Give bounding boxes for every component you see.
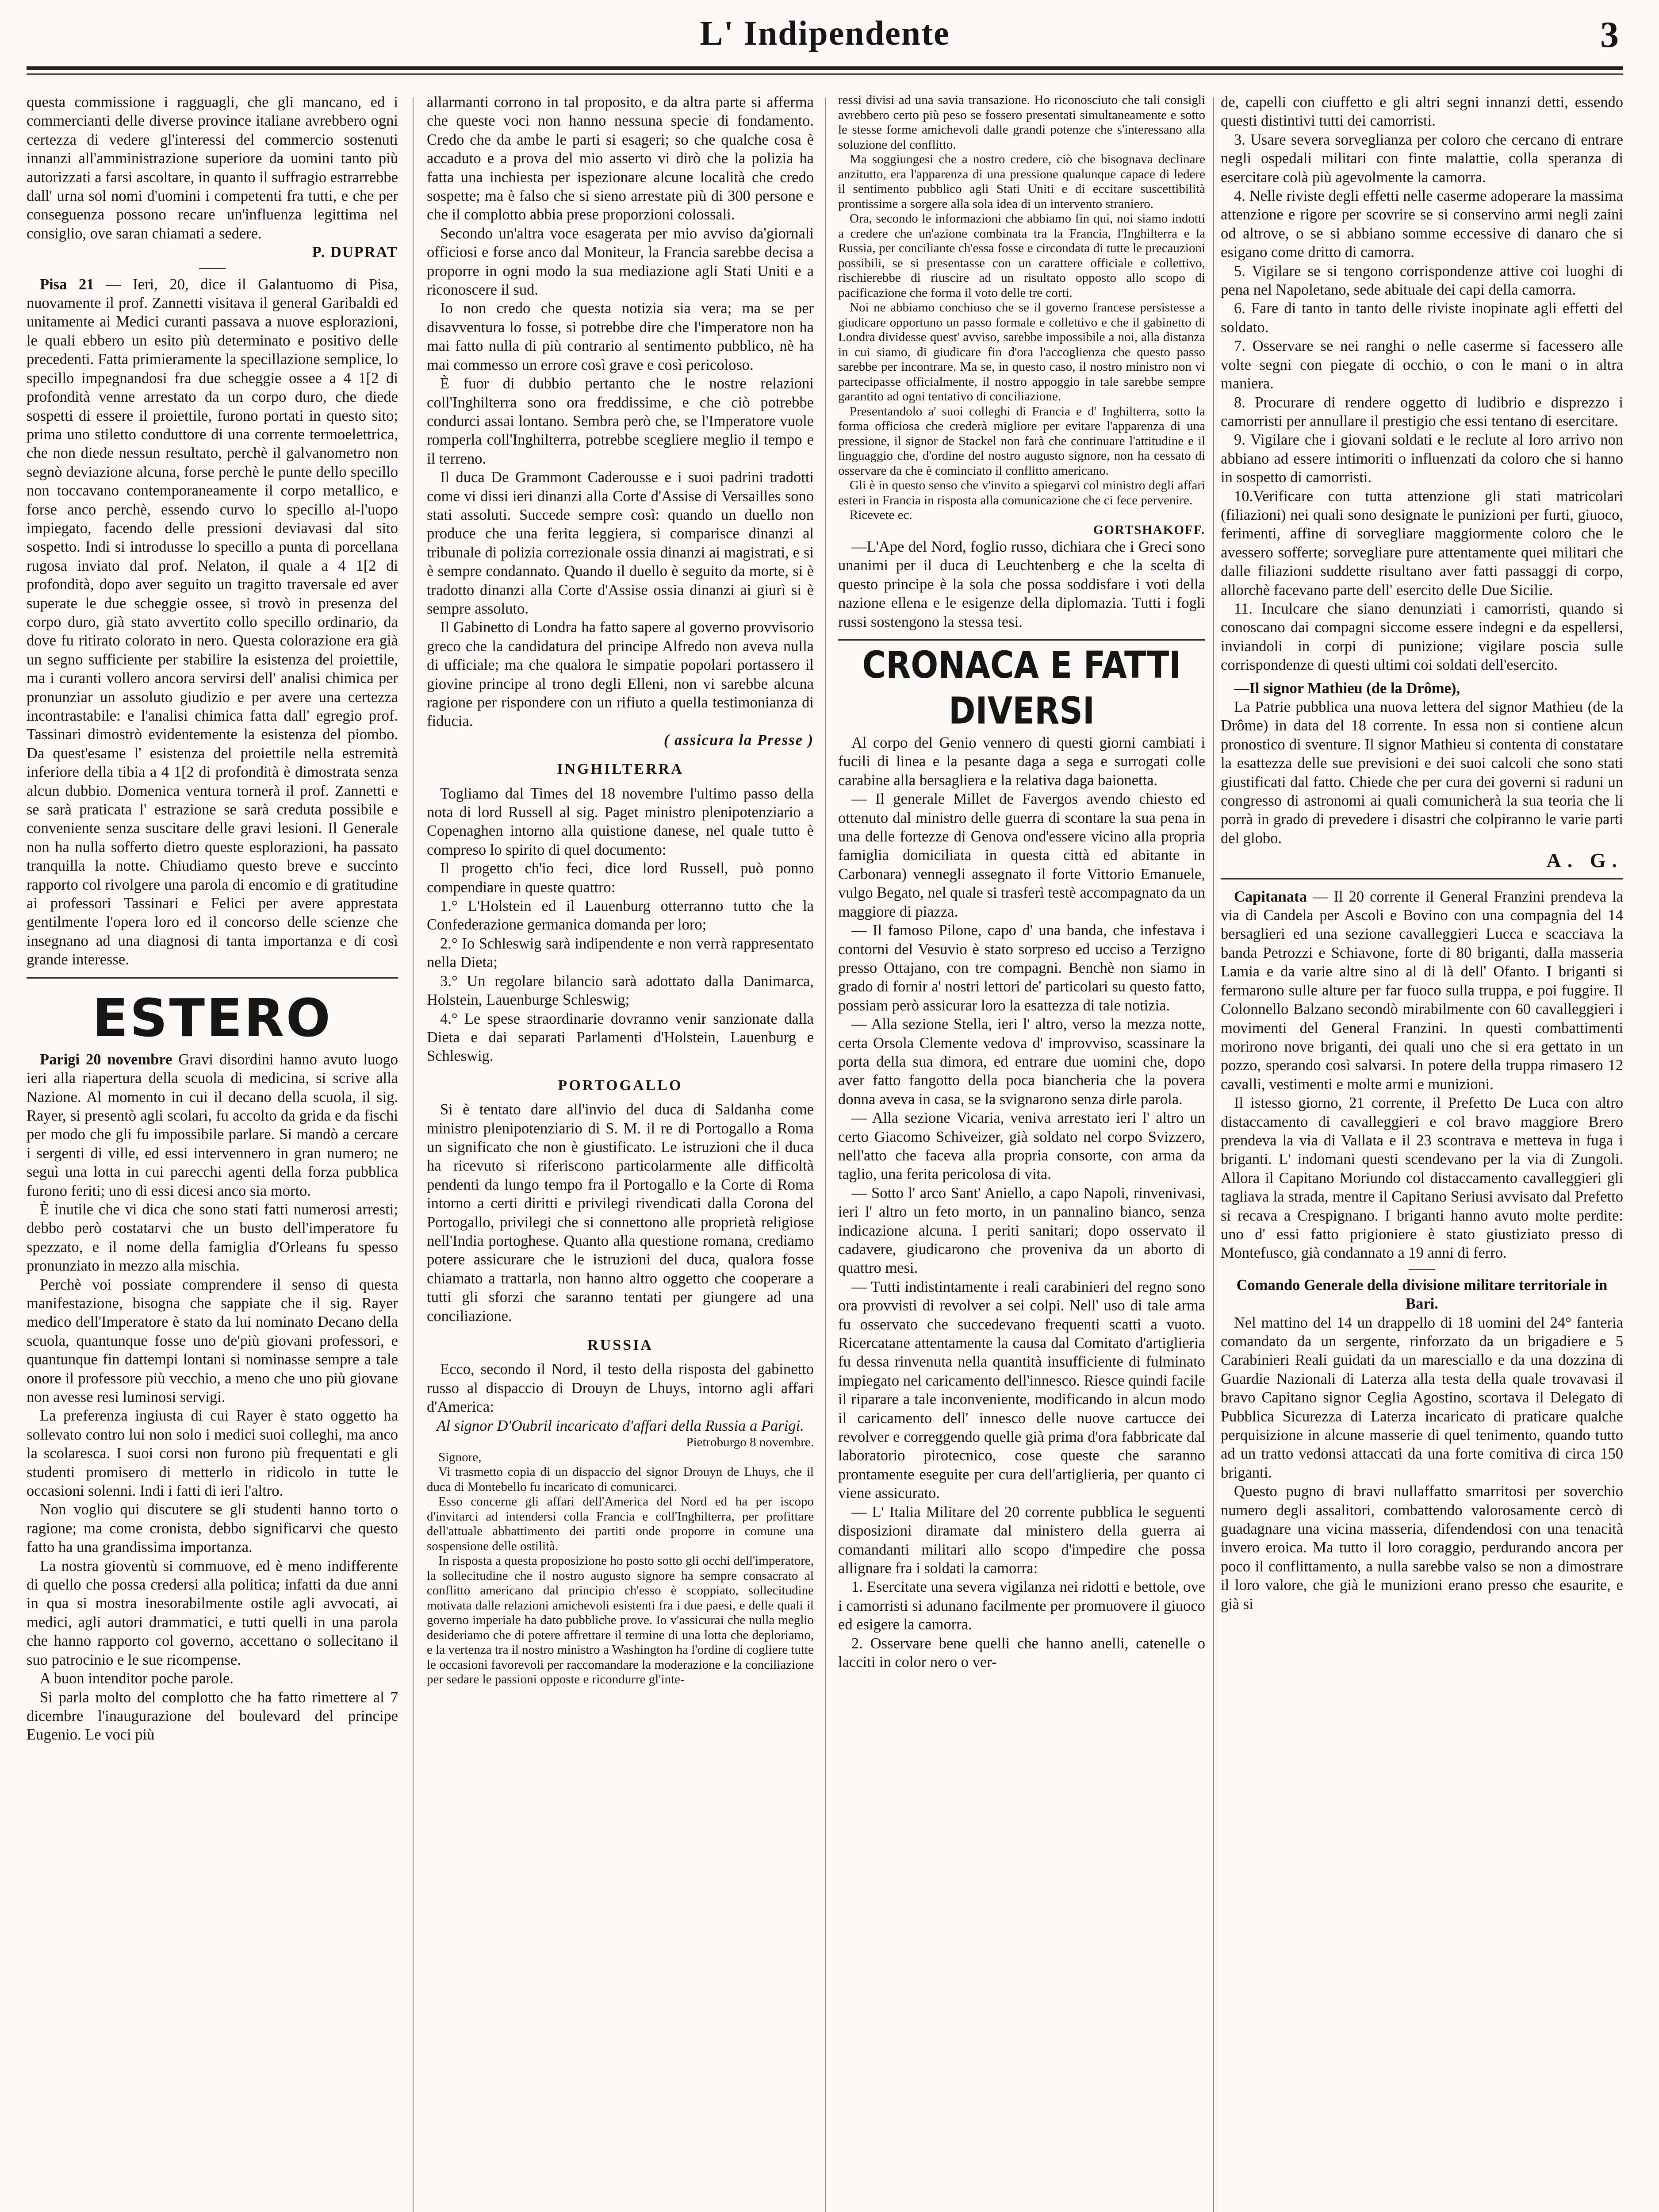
paragraph: Si parla molto del complotto che ha fatto rimettere al 7 dicembre l'inaugurazione del boulevard del principe Eugenio. Le voci più bbox=[27, 1689, 398, 1743]
paragraph: — Alla sezione Vicaria, veniva arrestato ieri l' altro un certo Giacomo Schiveizer, già soldato nel corpo Svizzero, nell'atto che faceva alla propria consorte, con arma da taglio, una ferita pericolosa di vita. bbox=[838, 1110, 1205, 1183]
paragraph: — Alla sezione Stella, ieri l' altro, verso la mezza notte, certa Orsola Clemente vedova d' improvviso, scassinare la porta della sua dimora, ed entrare due uomini che, dopo aver fatto fangotto della poca biancheria che la povera donna aveva in casa, se la svignarono senza dirle parola. bbox=[838, 1016, 1205, 1108]
letter-paragraph: Ma soggiungesi che a nostro credere, ciò che bisognava declinare anzitutto, era l'apparenza di una pressione qualunque capace di ledere il sentimento pubblico agli Stati Uniti e di eccitare suscettibilità prontissime a sorgere alla sola idea di un intervento straniero. bbox=[838, 152, 1205, 211]
page-columns bbox=[27, 93, 1623, 2212]
paragraph: La preferenza ingiusta di cui Rayer è stato oggetto ha sollevato contro lui non solo i medici suoi colleghi, ma anco la scolaresca. I suoi corsi non furono più frequentati e gli studenti promisero di metterlo in ridicolo in tutte le occasioni solenni. Indi i fatti di ieri l'altro. bbox=[27, 1407, 398, 1500]
article-parigi bbox=[27, 1050, 398, 1200]
paragraph: Io non credo che questa notizia sia vera; ma se per disavventura lo fosse, si potrebbe dire che l'imperatore non ha mai fatto nulla di più contrario al sentimento pubblico, nè ha mai commesso un errore così grave e così pericoloso. bbox=[427, 300, 814, 373]
paragraph: — Tutti indistintamente i reali carabinieri del regno sono ora provvisti di revolver a sei colpi. Nell' uso di tale arma fu osservato che succedevano frequenti scatti a vuoto. Ricercatane attentamente la causa dal Comitato d'artiglieria fu dessa rinvenuta nella quantità insufficiente di fulminato impiegato nel caricamento dell'innesco. Riesce quindi facile il riparare a tale inconveniente, modificando in alcun modo il caricamento dell' innesco delle nuove cartucce dei revolver e correggendo quelle già prima d'ora fabbricate dal laboratorio pirotecnico, cose queste che saranno prontamente eseguite per cura dell'artiglieria, per quanto ci viene assicurato. bbox=[838, 1278, 1205, 1502]
paragraph: — Il famoso Pilone, capo d' una banda, che infestava i contorni del Vesuvio è stato sorpreso ed ucciso a Terzigno presso Ottajano, con tre compagni. Benchè non siamo in grado di fornir a' nostri lettori de' particolari su questo fatto, possiam però assicurar loro la esattezza di tale notizia. bbox=[838, 922, 1205, 1014]
list-item: 2.° Io Schleswig sarà indipendente e non verrà rappresentato nella Dieta; bbox=[427, 935, 814, 971]
list-item: 1.° L'Holstein ed il Lauenburg otterranno tutto che la Confederazione germanica domanda per loro; bbox=[427, 898, 814, 933]
paragraph: Non voglio qui discutere se gli studenti hanno torto o ragione; ma come cronista, debbo significarvi che questo fatto ha una grandissima importanza. bbox=[27, 1501, 398, 1556]
article-text: Gravi disordini hanno avuto luogo ieri alla riapertura della scuola di medicina, si scrive alla Nazione. Al momento in cui il decano della scuola, il sig. Rayer, si presentò agli scolari, fu accolto da grida e da fischi per modo che gli fu impossibile parlare. Si mandò a cercare i sergenti di ville, ed essi intervennero in gran numero; ne seguì una lotta in cui parecchi agenti della forza pubblica furono feriti; uno di essi dicesi anco sia morto. bbox=[27, 1051, 398, 1199]
signature: A. G. bbox=[1546, 849, 1623, 872]
letter-body bbox=[427, 1450, 814, 1687]
section-heading-estero: ESTERO bbox=[92, 987, 332, 1048]
paragraph: È fuor di dubbio pertanto che le nostre relazioni coll'Inghilterra sono ora freddissime, e che ciò potrebbe condurci assai lontano. Sembra però che, se l'Imperatore vuole romperla coll'Inghilterra, potrebbe scegliere meglio il tempo e il terreno. bbox=[427, 375, 814, 467]
list-item: 8. Procurare di rendere oggetto di ludibrio e disprezzo i camorristi per annullare il prestigio che essi tentano di esercitare. bbox=[1221, 394, 1623, 430]
masthead bbox=[27, 9, 1623, 62]
paragraph: Questo pugno di bravi nullaffatto smarritosi per soverchio numero degli assalitori, combattendo valorosamente cercò di guadagnare una vicina masseria, difendendosi con una tenacità invero eroica. Ma tutto il loro coraggio, perdurando ancora per poco il conflittamento, a nulla sarebbe valso se non a dimostrare il loro valore, che già le munizioni erano presso che esaurite, e già si bbox=[1221, 1483, 1623, 1613]
paragraph: La nostra gioventù si commuove, ed è meno indifferente di quello che possa credersi alla politica; infatti da due anni in qua si mostra inesorabilmente ostile agli avvocati, ai medici, agli autori drammatici, e tutti quelli in una parola che hanno rapporto col governo, accettano o sollecitano il suo patrocinio e le sue ricompense. bbox=[27, 1557, 398, 1668]
section-heading-cronaca: CRONACA E FATTI DIVERSI bbox=[862, 643, 1181, 733]
paragraph: Togliamo dal Times del 18 novembre l'ultimo passo della nota di lord Russell al sig. Paget ministro plenipotenziario a Copenaghen intorno alla quistione danese, nel quale tutto è compreso lo spirito di quel documento: bbox=[427, 785, 814, 858]
list-item: 1. Esercitate una severa vigilanza nei ridotti e bettole, ove i camorristi si adunano facilmente per promuovere il giuoco ed esigere la camorra. bbox=[838, 1578, 1205, 1633]
paragraph: Perchè voi possiate comprendere il senso di questa manifestazione, bisogna che sappiate che il sig. Rayer medico dell'Imperatore è stato da lui nominato Decano della scuola, quantunque fosse uno de'più giovani professori, e quantunque fin dattempi lontani si nominasse sempre a tale onore il professore più vecchio, a meno che uno più giovane non avesse resi luminosi servigi. bbox=[27, 1276, 398, 1406]
dateline: Parigi 20 novembre bbox=[40, 1051, 172, 1068]
letter-salutation: Signore, bbox=[438, 1450, 482, 1464]
column-1 bbox=[27, 93, 398, 2212]
letter-body-continued bbox=[838, 93, 1205, 538]
signature: GORTSHAKOFF. bbox=[1093, 522, 1205, 537]
section-heading-inghilterra: INGHILTERRA bbox=[557, 761, 684, 778]
source-note: ( assicura la Presse ) bbox=[663, 731, 814, 749]
paragraph: Il Gabinetto di Londra ha fatto sapere al governo provvisorio greco che la candidatura del principe Alfredo non aveva nulla di ufficiale; ma che qualora le simpatie popolari portassero il giovine principe al trono degli Elleni, non vi sarebbe alcuna ragione per rispondere con un rifiuto a quella testimonianza di fiducia. bbox=[427, 619, 814, 730]
column-divider bbox=[825, 97, 826, 2212]
letter-address: Al signor D'Oubril incaricato d'affari della Russia a Parigi. bbox=[437, 1417, 804, 1434]
letter-paragraph: Vi trasmetto copia di un dispaccio del signor Drouyn de Lhuys, che il duca di Montebello fu incaricato di comunicarci. bbox=[427, 1465, 814, 1494]
paragraph: Il duca De Grammont Caderousse e i suoi padrini tradotti come vi dissi ieri dinanzi alla Corte d'Assise di Versailles sono stati assoluti. Succede sempre così: quando un duello non produce che una ferita leggiera, si comparisce dinanzi al tribunale di polizia correzionale ossia dinanzi ai magistrati, e si è sempre condannato. Quando il duello è seguito da morte, si è tradotto dinanzi alla Corte d'Assise ossia dinanzi ai giurì si è sempre assoluto. bbox=[427, 469, 814, 617]
article-text: — Il 20 corrente il General Franzini prendeva la via di Candela per Ascoli e Bovino con una compagnia del 14 bersaglieri ed una sezione cavalleggieri Lucca e scacciava la banda Petrozzi e Schiavone, forte di 80 briganti, dalla masseria Lamia e da varie altre sino al di là dell' Ofanto. I briganti si fermarono sulle alture per far fuoco sulla truppa, e poi fuggire. Il Colonnello Balzano secondò mirabilmente con 60 cavalleggieri i movimenti del General Franzini. In questi combattimenti morirono nove briganti, dei quali uno che si era gettato in un pozzo, sperando così salvarsi. In potere della truppa rimasero 12 cavalli, vestimenti e molte armi e munizioni. bbox=[1221, 888, 1623, 1093]
column-divider bbox=[413, 97, 414, 2212]
paragraph: La Patrie pubblica una nuova lettera del signor Mathieu (de la Drôme) in data del 18 corrente. In essa non si contiene alcun pronostico di sventure. Il signor Mathieu si contenta di constatare la esattezza delle sue previsioni e dei suoi calcoli che sono stati giustificati dal fatto. Chiede che per cura dei governi si raduni un congresso di astronomi ai quali comunicherà la sua teoria che li porrà in grado di prevedere i disastri che colpiranno le varie parti del globo. bbox=[1221, 699, 1623, 847]
section-heading-russia: RUSSIA bbox=[587, 1337, 653, 1353]
list-item: 10.Verificare con tutta attenzione gli stati matricolari (filiazioni) nei quali sono designate le punizioni per furti, giuoco, ferimenti, affine di sorvegliare maggiormente coloro che le avessero sofferte; sorvegliare pure attentamente quei militari che dalle filiazioni suddette risultano aver fatti passaggi di corpo, allorchè facevano parte dell' esercito delle Due Sicilie. bbox=[1221, 488, 1623, 599]
letter-date: Pietroburgo 8 novembre. bbox=[686, 1435, 814, 1450]
article-pisa bbox=[27, 275, 398, 969]
paragraph: È inutile che vi dica che sono stati fatti numerosi arresti; debbo però costatarvi che un busto dell'imperatore fu spezzato, e il nome della famiglia d'Orleans fu spesso pronunziato in mezzo alla mischia. bbox=[27, 1201, 398, 1275]
paragraph: —L'Ape del Nord, foglio russo, dichiara che i Greci sono unanimi per il duca di Leuchtenberg e che la scelta di questo principe è la sola che possa soddisfare i voti della nazione ellena e le esigenze della diplomazia. Tutti i fogli russi sostengono la stessa tesi. bbox=[838, 538, 1205, 630]
letter-paragraph: Esso concerne gli affari dell'America del Nord ed ha per iscopo d'invitarci ad intendersi colla Francia e coll'Inghilterra, per profittare dell'attuale abbattimento dei partiti onde proporre in comune una sospensione delle ostilità. bbox=[427, 1494, 814, 1553]
paragraph: — Il generale Millet de Favergos avendo chiesto ed ottenuto dal ministro delle guerra di scontare la sua pena in una delle fortezze di Genova ond'essere vicino alla propria famiglia domiciliata in questa città ed abitante in Carbonara) vennegli assegnato il forte Vittorio Emanuele, vulgo Begato, nel quale si trasferì testè accompagnato da un maggiore di piazza. bbox=[838, 791, 1205, 920]
newspaper-title: L' Indipendente bbox=[700, 14, 950, 52]
signature: P. DUPRAT bbox=[312, 244, 398, 261]
masthead-rule-thin bbox=[27, 73, 1623, 75]
list-item: 7. Osservare se nei ranghi o nelle caserme si facessero alle volte segni con piegate di occhio, o con le mani o in altra maniera. bbox=[1221, 338, 1623, 392]
paragraph: — Sotto l' arco Sant' Aniello, a capo Napoli, rinvenivasi, ieri l' altro un feto morto, in un pannalino bianco, senza indicazione alcuna. I periti sanitari; dopo osservato il cadavere, giudicarono che proveniva da un aborto di quattro mesi. bbox=[838, 1184, 1205, 1277]
column-divider bbox=[1213, 97, 1214, 2212]
paragraph: — L' Italia Militare del 20 corrente pubblica le seguenti disposizioni diramate dal ministero della guerra ai comandanti militari allo scopo d'impedire che possa allignare fra i soldati la camorra: bbox=[838, 1503, 1205, 1577]
letter-paragraph: Presentandolo a' suoi colleghi di Francia e d' Inghilterra, sotto la forma officiosa che crederà migliore per evitare l'apparenza di una pressione, il signor de Stackel non farà che continuare l'attitudine e il linguaggio che, d'ordine del nostro augusto signore, non ha cessato di osservare da che è cominciato il conflitto americano. bbox=[838, 404, 1205, 478]
list-item: 9. Vigilare che i giovani soldati e le reclute al loro arrivo non abbiano ad essere intimoriti o influenzati da coloro che si hanno in sospetto di camorristi. bbox=[1221, 431, 1623, 486]
letter-paragraph: Ora, secondo le informazioni che abbiamo fin qui, noi siamo indotti a credere che un'azione combinata tra la Francia, l'Inghilterra e la Russia, per conciliante ch'essa fosse e circondata di tutte le precauzioni possibili, se si presentasse con un carattere officiale e collettivo, rischierebbe di riuscire ad un risultato opposto allo scopo di pacificazione che forma il voto delle tre corti. bbox=[838, 211, 1205, 300]
column-4 bbox=[1221, 93, 1623, 2212]
article-capitanata bbox=[1221, 887, 1623, 1094]
paragraph: questa commissione i ragguagli, che gli mancano, ed i commercianti delle diverse province italiane avrebbero ogni certezza di vedere gl'interessi del commercio sostenuti innanzi all'amministrazione superiore da uomini tanto più autorizzati a farsi ascoltare, in quanto il suffragio estrarrebbe dall' urna sol nomi d'uomini i competenti fra tutti, e che per conseguenza possono recare un'influenza legittima nel consiglio, ove saran chiamati a sedere. bbox=[27, 94, 398, 242]
list-item: 4. Nelle riviste degli effetti nelle caserme adoperare la massima attenzione e rigore per scovrire se si conservino armi negli zaini od altrove, o se si abbiano somme eccessive di danaro che si esigano come dritto di camorra. bbox=[1221, 188, 1623, 261]
paragraph: Nel mattino del 14 un drappello di 18 uomini del 24° fanteria comandato da un sergente, rinforzato da un brigadiere e 5 Carabinieri Reali guidati da un maresciallo e da una dozzina di Guardie Nazionali di Laterza alla testa della quale trovavasi il bravo Capitano signor Ceglia Agostino, scortava il Delegato di Pubblica Sicurezza di Laterza incaricato di praticare qualche perquisizione in alcune masserie di quel tenimento, quando tutto ad un tratto vedonsi attaccati da una forte comitiva di circa 150 briganti. bbox=[1221, 1314, 1623, 1481]
paragraph: Il progetto ch'io feci, dice lord Russell, può ponno compendiare in queste quattro: bbox=[427, 860, 814, 896]
divider bbox=[199, 268, 226, 269]
paragraph: Il istesso giorno, 21 corrente, il Prefetto De Luca con altro distaccamento di cavalleggieri e col bravo maggiore Brero prendeva la via di Vallata e il 23 scontrava e metteva in fuga i briganti. L' indomani questi scendevano per la via di Zungoli. Allora il Capitano Moriundo col distaccamento cavalleggieri gli tagliava la strada, mentre il Capitano Seriusi avvisato dal Prefetto si recava a Crespignano. I briganti hanno avuto molte perdite: uno d' essi fatto prigioniere è stato giustiziato presso di Montefusco, già condannato a 19 anni di ferro. bbox=[1221, 1094, 1623, 1262]
paragraph: Si è tentato dare all'invio del duca di Saldanha come ministro plenipotenziario di S. M. il re di Portogallo a Roma un significato che non è giustificato. Le istruzioni che il duca ha ricevuto si riferiscono particolarmente alle difficoltà pendenti da lungo tempo fra il Portogallo e la Corte di Roma intorno a certi diritti e privilegi rivendicati dalla Corona del Portogallo, privilegi che si connettono alle proprietà religiose nell'India portoghese. Quanto alla questione romana, crediamo potere assicurare che le istruzioni del duca, qualora fosse chiamato a trattarla, non hanno altro oggetto che cooperare a tutti gli sforzi che saranno tentati per giungere ad una conciliazione. bbox=[427, 1101, 814, 1325]
letter-paragraph: Noi ne abbiamo conchiuso che se il governo francese persistesse a giudicare opportuno un passo formale e collettivo e che il gabinetto di Londra dividesse quest' avviso, sarebbe impossibile a noi, alla distanza in cui siamo, di giudicare fin d'ora l'accoglienza che questo passo sarebbe per incontrare. Ma se, in questo caso, il nostro ministro non vi partecipasse officialmente, il nostro appoggio in tale sarebbe sempre garantito ad ogni tentativo di conciliazione. bbox=[838, 300, 1205, 403]
dateline: Pisa 21 bbox=[40, 276, 94, 293]
paragraph: allarmanti corrono in tal proposito, e da altra parte si afferma che queste voci non hanno nessuna specie di fondamento. Credo che da ambe le parti si esageri; so che qualche cosa è accaduto e a prova del mio asserto vi dirò che la polizia ha fatta una inchiesta per ispezionare alcune località che credo sospette; ma è falso che si sieno arrestate più di 300 persone e che il complotto abbia prese proporzioni colossali. bbox=[427, 94, 814, 223]
paragraph: A buon intenditor poche parole. bbox=[40, 1670, 234, 1687]
paragraph: Ecco, secondo il Nord, il testo della risposta del gabinetto russo al dispaccio di Drouyn de Lhuys, intorno agli affari d'America: bbox=[427, 1361, 814, 1416]
list-item: 6. Fare di tanto in tanto delle riviste inopinate agli effetti del soldato. bbox=[1221, 300, 1623, 336]
letter-paragraph: ressi divisi ad una savia transazione. Ho riconosciuto che tali consigli avrebbero certo più peso se fossero presentati simultaneamente e sotto le stesse forme amichevoli dalle grandi potenze che s'interessano alla soluzione del conflitto. bbox=[838, 93, 1205, 152]
section-heading-portogallo: PORTOGALLO bbox=[558, 1077, 683, 1094]
paragraph: Al corpo del Genio vennero di questi giorni cambiati i fucili di linea e la pesante daga a sega e surrogati colle carabine alla bersagliera e la relativa daga baionetta. bbox=[838, 734, 1205, 789]
masthead-rule bbox=[27, 66, 1623, 70]
divider bbox=[1409, 1269, 1435, 1270]
column-3 bbox=[838, 93, 1205, 2212]
paragraph: Secondo un'altra voce esagerata per mio avviso da'giornali officiosi e forse anco dal Moniteur, la Francia sarebbe decisa a proporre in ogni modo la sua mediazione agli Stati Uniti e a riconoscere il sud. bbox=[427, 225, 814, 299]
letter-closing: Ricevete ec. bbox=[850, 508, 912, 522]
list-item: 5. Vigilare se si tengono corrispondenze attive coi luoghi di pena nel Napoletano, sede abituale dei capi della camorra. bbox=[1221, 262, 1623, 299]
column-2 bbox=[427, 93, 814, 2212]
list-item: 3. Usare severa sorveglianza per coloro che cercano di entrare negli ospedali militari con finte malattie, colla speranza di esercitare colà più agevolmente la camorra. bbox=[1221, 131, 1623, 186]
list-item: 4.° Le spese straordinarie dovranno venir sanzionate dalla Dieta e dai separati Parlamenti d'Holstein, Lauenburg e Schleswig. bbox=[427, 1010, 814, 1065]
list-item: 11. Inculcare che siano denunziati i camorristi, quando si conoscano dai compagni siccome essere indegni e da espellersi, inviandoli in corpi di punizione; vigilare poscia sulle corrispondenze di questi ultimi coi soldati dell'esercito. bbox=[1221, 600, 1623, 674]
article-heading-comando: Comando Generale della divisione militare territoriale in Bari. bbox=[1236, 1276, 1608, 1313]
article-heading-mathieu: —Il signor Mathieu (de la Drôme), bbox=[1234, 680, 1460, 697]
divider bbox=[838, 639, 1205, 641]
letter-paragraph: Gli è in questo senso che v'invito a spiegarvi col ministro degli affari esteri in Francia in risposta alla comunicazione che ci fece pervenire. bbox=[838, 478, 1205, 507]
list-item: de, capelli con ciuffetto e gli altri segni innanzi detti, essendo questi distintivi tutti dei camorristi. bbox=[1221, 94, 1623, 130]
list-item: 3.° Un regolare bilancio sarà adottato dalla Danimarca, Holstein, Lauenburge Schleswig; bbox=[427, 972, 814, 1009]
article-text: — Ieri, 20, dice il Galantuomo di Pisa, nuovamente il prof. Zannetti visitava il general Garibaldi ed unitamente ai Medici curanti passava a nuove esplorazioni, le quali ebbero un esito più determinato e positivo delle precedenti. Fatta primieramente la specillazione semplice, lo specillo impegnandosi fra due scheggie ossee a 4 1[2 di profondità venne arrestato da un corpo duro, che diede sospetti di essere il proiettile, furono portati in questo sito; prima uno stiletto conduttore di una corrente termoelettrica, che non diede nessun resultato, perchè il galvanometro non segnò deviazione alcuna, forse perchè le punte dello specillo non toccavano contemporaneamente il corpo metallico, e forse anco perchè, essendo curvo lo specillo al-l'uopo impiegato, facendo delle pressioni deviavasi dal sito sospetto. Indi si introdusse lo specillo a punta di porcellana rugosa inviato dal prof. Nelaton, il quale a 4 1[2 di profondità, dopo aver seguito un tragitto traversale ed aver superate le due scheggie ossee, si trovò in presenza del corpo duro, già stato avvertito collo specillo ordinario, da dove fu ritirato colorato in nero. Questa colorazione era già un segno sufficiente per stabilire la esistenza del proiettile, ma i curanti vollero ancora servirsi dell' analisi chimica per pronunziar un assoluto giudizio e per avere una certezza incontrastabile: e l'analisi chimica fatta dall' egregio prof. Tassinari dimostrò evidentemente la esistenza del piombo. Da quest'esame l' esistenza del proiettile nella estremità inferiore della tibia a 4 1[2 di profondità è dimostrata senza alcun dubbio. Domenica ventura tornerà il prof. Zannetti e se sarà praticata l' estrazione se sarà creduta possibile e conveniente senza suscitare delle gravi lesioni. Il Generale non ha nulla sofferto dietro queste esplorazioni, ha passato tranquilla la notte. Chiudiamo questo breve e succinto rapporto col rivolgere una parola di encomio e di gratitudine ai professori Tassinari e Felici per avere apprestata gentilmente l'opera loro ed il concorso delle scienze che insegnano ad una diagnosi di tanta importanza e di così grande interesse. bbox=[27, 276, 398, 968]
page-number: 3 bbox=[1600, 14, 1619, 55]
divider bbox=[27, 977, 398, 979]
letter-paragraph: In risposta a questa proposizione ho posto sotto gli occhi dell'imperatore, la sollecitudine che il nostro augusto signore ha sempre consacrato al conflitto americano dal principio ch'esso è scoppiato, sollecitudine motivata dalle relazioni amichevoli esistenti fra i due paesi, e delle quali il governo imperiale ha dato pubbliche prove. Io v'assicurai che nulla meglio desideriamo che di potere affrettare il termine di una lotta che deploriamo, e la vertenza tra il nostro ministro a Washington ha l'ordine di cogliere tutte le occasioni favorevoli per raccomandare la moderazione e la conciliazione per sedare le passioni opposte e ricondurre gl'inte- bbox=[427, 1554, 814, 1687]
divider bbox=[1221, 878, 1623, 879]
list-item: 2. Osservare bene quelli che hanno anelli, catenelle o lacciti in color nero o ver- bbox=[838, 1635, 1205, 1671]
dateline: Capitanata bbox=[1234, 888, 1307, 905]
